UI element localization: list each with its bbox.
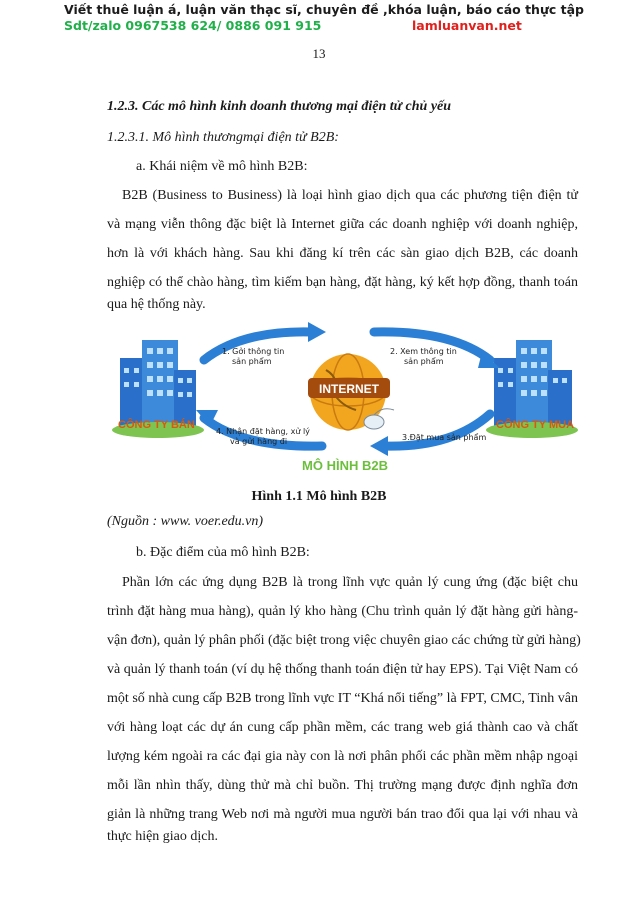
internet-label: INTERNET <box>319 382 379 396</box>
banner-contact <box>64 18 534 33</box>
para1-line-4: nghiệp có thể chào hàng, tìm kiếm bạn hàng, đặt hàng, ký kết hợp đồng, thanh toán <box>107 275 578 290</box>
section-heading: 1.2.3. Các mô hình kinh doanh thương mại điện tử chủ yếu <box>107 99 452 114</box>
step4-label-line2: và gửi hàng đi <box>230 437 288 446</box>
figure-source: (Nguồn : www. voer.edu.vn) <box>107 514 264 529</box>
item-a-heading: a. Khái niệm về mô hình B2B: <box>136 159 308 174</box>
para2-line-7: lượng kém ngoài ra các đại gia này con là nơi phân phối các phần mềm nhập ngoại <box>107 749 578 764</box>
step2-label-line1: 2. Xem thông tin <box>390 347 457 356</box>
step3-label: 3.Đặt mua sản phẩm <box>402 433 487 442</box>
b2b-model-figure <box>112 318 578 478</box>
figure-caption: Hình 1.1 Mô hình B2B <box>251 489 387 504</box>
para1-line-2: và mạng viễn thông đặc biệt là Internet giữa các doanh nghiệp với doanh nghiệp, <box>107 217 578 232</box>
step1-label-line2: sản phẩm <box>232 357 272 366</box>
banner-title: Viết thuê luận á, luận văn thạc sĩ, chuyên đề ,khóa luận, báo cáo thực tập <box>64 2 584 17</box>
subsection-heading: 1.2.3.1. Mô hình thươngmại điện tử B2B: <box>107 130 339 145</box>
para2-line-6: với hàng loạt các dự án cung cấp phần mềm, các trang web giá thành cao và chất <box>107 720 578 735</box>
step4-label-line1: 4. Nhận đặt hàng, xử lý <box>216 427 310 436</box>
para2-line-1: Phần lớn các ứng dụng B2B là trong lĩnh vực quản lý cung ứng (đặc biệt chu <box>122 575 578 590</box>
seller-label: CÔNG TY BÁN <box>118 419 195 431</box>
page-number: 13 <box>312 46 326 61</box>
para1-line-1: B2B (Business to Business) là loại hình giao dịch qua các phương tiện điện tử <box>122 188 578 203</box>
para2-line-5: một số nhà cung cấp B2B trong lĩnh vực IT “Khá nổi tiếng” là FPT, CMC, Tinh vân <box>107 691 578 706</box>
para1-line-3: hơn là với khách hàng. Sau khi đăng kí trên các sàn giao dịch B2B, các doanh <box>107 246 578 261</box>
para1-line-5: qua hệ thống này. <box>107 297 206 312</box>
para2-line-3: vận đơn), quản lý phân phối (đặc biệt trong việc chuyên giao các chứng từ gửi hàng) <box>107 633 581 648</box>
model-title: MÔ HÌNH B2B <box>302 458 388 473</box>
banner-phone: Sdt/zalo 0967538 624/ 0886 091 915 <box>64 18 322 33</box>
para2-line-2: trình đặt hàng mua hàng), quản lý kho hàng (Chu trình quản lý đặt hàng gửi hàng- <box>107 604 578 619</box>
para2-line-4: và quản lý thanh toán (ví dụ hệ thống thanh toán điện tử hay EPS). Tại Việt Nam có <box>107 662 578 677</box>
buyer-label: CÔNG TY MUA <box>496 419 575 431</box>
item-b-heading: b. Đặc điểm của mô hình B2B: <box>136 545 310 560</box>
step1-label-line1: 1. Gởi thông tin <box>222 347 285 356</box>
para2-line-10: thực hiện giao dịch. <box>107 829 219 844</box>
para2-line-9: giản là những trang Web nơi mà người mua người bán trao đổi qua lại với nhau và <box>107 807 578 822</box>
para2-line-8: mỗi lần nhìn thấy, dùng thử mà chỉ buồn. Thị trường mạng được định nghĩa đơn <box>107 778 578 793</box>
step2-label-line2: sản phẩm <box>404 357 444 366</box>
banner-site-link[interactable]: lamluanvan.net <box>412 18 522 33</box>
